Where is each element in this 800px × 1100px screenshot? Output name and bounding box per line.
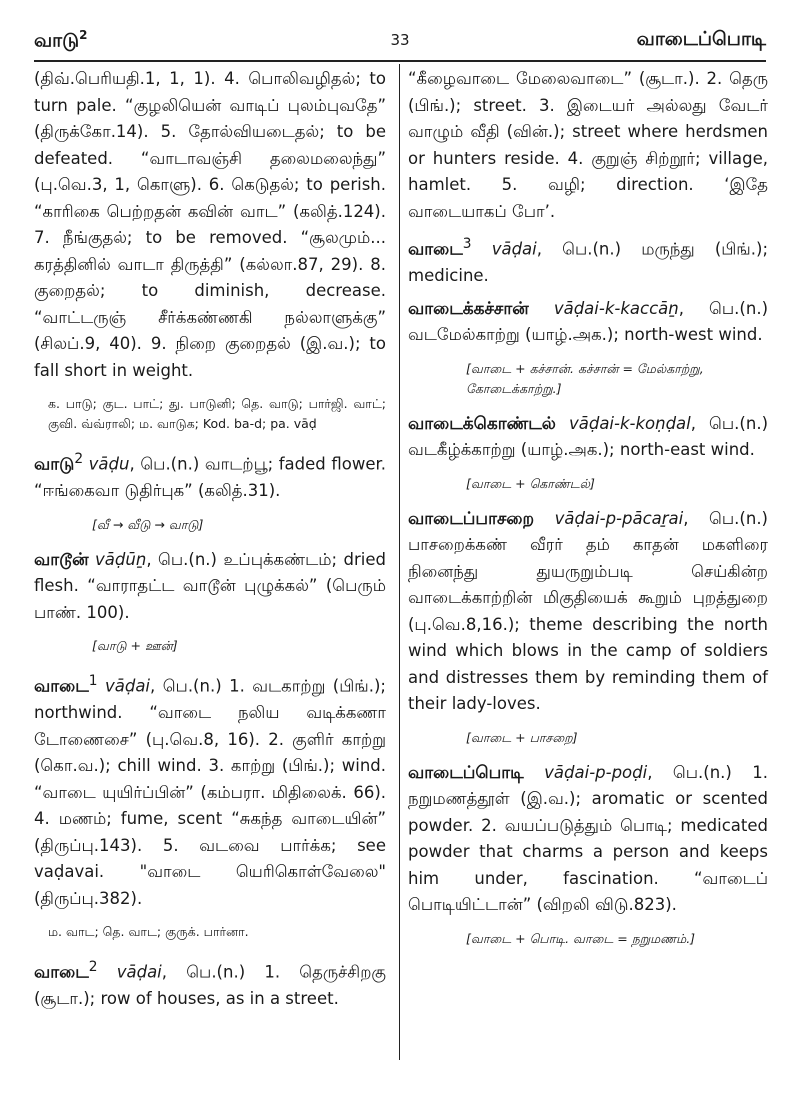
headword: வாடை bbox=[34, 962, 89, 983]
headword: வாடைப்பாசறை bbox=[408, 508, 535, 529]
page-header bbox=[34, 24, 766, 54]
entry-continuation: (திவ்.பெரியதி.1, 1, 1). 4. பொலிவழிதல்; to turn pale. “குழலியென் வாடிப் புலம்புவதே” (திருக்கோ.14). 5. தோல்வியடைதல்; to be defeated. “வாடாவஞ்சி தலைமலைந்து” (பு.வெ.3, 1, கொளு). 6. கெடுதல்; to perish. “காரிகை பெற்றதன் கவின் வாட” (கலித்.124). 7. நீங்குதல்; to be removed. “சூலமும்... கரத்தினில் வாடா திருத்தி” (கல்லா.87, 29). 8. குறைதல்; to diminish, decrease. “வாட்டருஞ் சீர்க்கண்ணகி நல்லாளுக்கு” (சிலப்.9, 40). 9. நிறை குறைதல் (இ.வ.); to fall short in weight. bbox=[34, 69, 386, 380]
entry-vadaippodi: வாடைப்பொடி vāḍai-p-poḍi, பெ.(n.) 1. நறுமணத்தூள் (இ.வ.); aromatic or scented powder. 2. வயப்படுத்தும் பொடி; medicated powder that charms a person and keeps him under, fascination. “வாடைப் பொடியிட்டான்” (விறலி விடு.823). bbox=[408, 762, 769, 914]
headword: வாடூன் bbox=[34, 549, 89, 570]
etymology-cognates: க. பாடு; குட. பாட்; து. பாடுனி; தெ. வாடு; பார்ஜி. வாட்; குவி. வ்வ்ராலி; ம. வாடுக; Kod. ba-d; pa. vāḍ bbox=[48, 396, 386, 431]
transliteration: vāḍai-p-poḍi bbox=[544, 762, 648, 782]
entry-vadaippasarai: வாடைப்பாசறை vāḍai-p-pācaṟai, பெ.(n.) பாசறைக்கண் வீரர் தம் காதன் மகளிரை நினைந்து துயருறும்படி செய்கின்ற வாடைக்காற்றின் மிகுதியைக் கூறும் புறத்துறை (பு.வெ.8,16.); theme describing the north wind which blows in the camp of soldiers and distresses them by reminding them of their lady-loves. bbox=[408, 508, 768, 713]
entry-vadai-2: வாடை$^2$ vāḍai, பெ.(n.) 1. தெருச்சிறகு (சூடா.); row of houses, as in a street. bbox=[34, 959, 386, 1008]
entry-vadai-3: வாடை$^3$ vāḍai, பெ.(n.) மருந்து (பிங்.); medicine. bbox=[408, 236, 768, 285]
entry-vadaikkaccan: வாடைக்கச்சான் vāḍai-k-kaccāṉ, பெ.(n.) வடமேல்காற்று (யாழ்.அக.); north-west wind. bbox=[408, 298, 769, 344]
headword: வாடை bbox=[408, 239, 463, 260]
headword: வாடைக்கொண்டல் bbox=[408, 413, 556, 434]
entry-vadun: வாடூன் vāḍūṉ, பெ.(n.) உப்புக்கண்டம்; dried flesh. “வாராதட்ட வாடூன் புழுக்கல்” (பெரும் பாண். 100). bbox=[34, 549, 386, 622]
headword: வாடு bbox=[34, 454, 75, 475]
entry-vadu-2: வாடு$^2$ vāḍu, பெ.(n.) வாடற்பூ; faded flower. “ஈங்கைவா டுதிர்புக” (கலித்.31). bbox=[34, 451, 386, 500]
derivation-note: [வாடை + பொடி. வாடை = நறுமணம்.] bbox=[466, 930, 696, 946]
headword: வாடை bbox=[34, 676, 89, 697]
derivation-note: [வாடை + கச்சான். கச்சான் = மேல்காற்று, கோடைக்காற்று.] bbox=[466, 360, 704, 396]
entry-vadai-1: வாடை$^1$ vāḍai, பெ.(n.) 1. வடகாற்று (பிங்.); northwind. “வாடை நலிய வடிக்கணா டோணைசை” (பு.வெ.8, 16). 2. குளிர் காற்று (கொ.வ.); chill wind. 3. காற்று (பிங்.); wind. “வாடை யுயிர்ப்பின்” (கம்பரா. மிதிலைக். 66). 4. மணம்; fume, scent “சுகந்த வாடையின்” (திருப்பு.143). 5. வடவை பார்க்க; see vaḍavai. "வாடை யெரிகொள்வேலை" (திருப்பு.382). bbox=[34, 673, 386, 908]
headword: வாடைப்பொடி bbox=[408, 762, 524, 783]
header-left-word: வாடு$^2$ bbox=[34, 28, 88, 52]
column-divider bbox=[399, 64, 400, 1060]
transliteration: vāḍai-k-koṇḍal bbox=[568, 413, 691, 433]
derivation-note: [வாடு + ஊன்] bbox=[92, 638, 178, 653]
transliteration: vāḍu bbox=[88, 454, 130, 474]
header-rule bbox=[34, 60, 766, 62]
transliteration: vāḍai-k-kaccāṉ bbox=[553, 298, 679, 318]
entry-vadaikkondal: வாடைக்கொண்டல் vāḍai-k-koṇḍal, பெ.(n.) வடகீழ்க்காற்று (யாழ்.அக.); north-east wind. bbox=[408, 413, 769, 459]
right-column bbox=[408, 66, 768, 961]
transliteration: vāḍai-p-pācaṟai bbox=[554, 508, 684, 528]
page-number: 33 bbox=[390, 31, 410, 49]
transliteration: vāḍai bbox=[116, 962, 162, 982]
header-right-word: வாடைப்பொடி bbox=[636, 28, 766, 50]
transliteration: vāḍai bbox=[104, 676, 151, 696]
derivation-note: [வாடை + பாசறை] bbox=[466, 729, 578, 745]
derivation-note: [வீ → வீடு → வாடு] bbox=[92, 516, 204, 532]
headword: வாடைக்கச்சான் bbox=[408, 298, 529, 319]
transliteration: vāḍūṉ bbox=[95, 549, 147, 569]
entry-continuation: “கீழைவாடை மேலைவாடை” (சூடா.). 2. தெரு (பிங்.); street. 3. இடையர் அல்லது வேடர் வாழும் வீதி (வின்.); street where herdsmen or hunters reside. 4. குறுஞ் சிற்றூர்; village, hamlet. 5. வழி; direction. ‘இதே வாடையாகப் போ’. bbox=[408, 69, 768, 221]
left-column bbox=[34, 66, 386, 1013]
derivation-note: [வாடை + கொண்டல்] bbox=[466, 475, 595, 491]
transliteration: vāḍai bbox=[491, 239, 537, 259]
etymology-cognates: ம. வாட; தெ. வாட; குருக். பார்னா. bbox=[48, 924, 249, 939]
